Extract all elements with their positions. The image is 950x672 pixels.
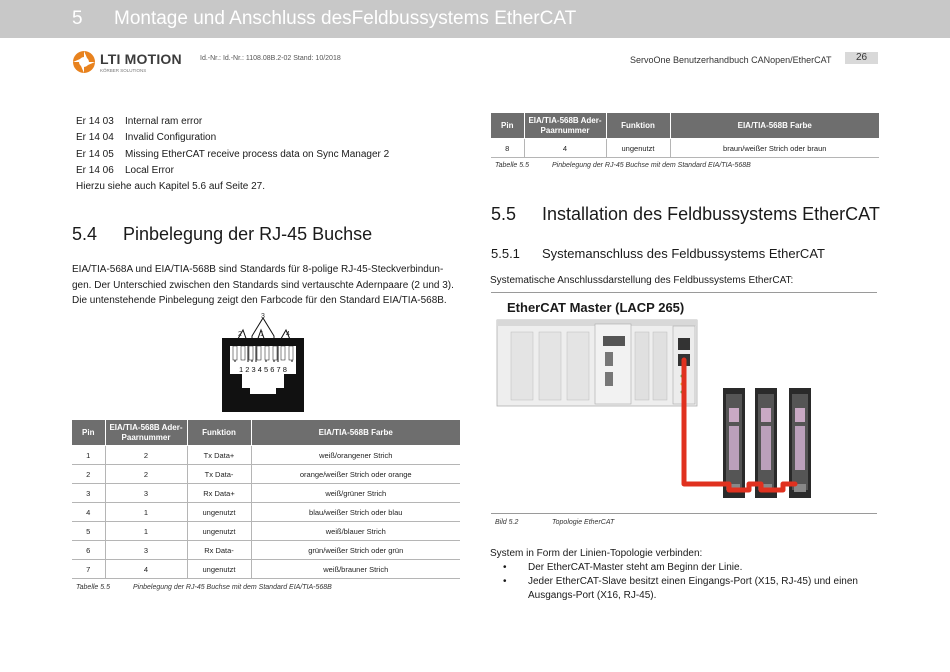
pin-table	[72, 419, 460, 579]
list-item: • Jeder EtherCAT-Slave besitzt einen Eingangs-Port (X15, RJ-45) und einen Ausgangs-Port (X16, RJ-45).	[490, 575, 880, 603]
table-header: Funktion	[187, 420, 251, 446]
table-cell: 7	[72, 560, 105, 579]
caption-label: Tabelle 5.5	[495, 162, 529, 169]
pair-label: 3	[261, 313, 265, 320]
pair-label: 2	[238, 331, 242, 338]
table-cell: weiß/blauer Strich	[251, 522, 460, 541]
table-row	[72, 446, 460, 465]
section-5-4-heading	[72, 224, 372, 245]
error-code: Er 14 05	[76, 148, 114, 160]
section-number: 5.5.1	[491, 246, 520, 261]
topology-intro: System in Form der Linien-Topologie verbinden:	[490, 548, 703, 559]
chapter-title: Montage und Anschluss desFeldbussystems EtherCAT	[114, 8, 577, 29]
error-text: Local Error	[125, 164, 174, 176]
table-cell: grün/weißer Strich oder grün	[251, 541, 460, 560]
table-cell: 3	[72, 484, 105, 503]
error-list	[76, 114, 389, 195]
figure-title: EtherCAT Master (LACP 265)	[507, 300, 685, 315]
logo-mark-icon	[72, 50, 96, 74]
table-cell: braun/weißer Strich oder braun	[670, 139, 879, 158]
figure-bottom-rule	[491, 513, 877, 514]
table-caption	[495, 162, 751, 169]
error-text: Invalid Configuration	[125, 132, 217, 144]
document-id: Id.-Nr.: Id.-Nr.: 1108.08B.2-02 Stand: 10/2018	[200, 55, 341, 62]
ethercat-master-device	[497, 320, 697, 406]
list-item: • Der EtherCAT-Master steht am Beginn der Linie.	[490, 561, 880, 575]
chapter-header-bar	[0, 0, 950, 38]
table-caption	[76, 584, 332, 591]
page-number: 26	[845, 52, 878, 64]
table-header: Funktion	[606, 113, 670, 139]
table-cell: 1	[105, 503, 187, 522]
table-cell: ungenutzt	[187, 522, 251, 541]
table-cell: Rx Data+	[187, 484, 251, 503]
caption-label: Tabelle 5.5	[76, 584, 110, 591]
table-cell: 8	[491, 139, 524, 158]
pair-label: 1	[260, 331, 264, 338]
topology-bullet-list	[490, 561, 880, 603]
table-cell: blau/weißer Strich oder blau	[251, 503, 460, 522]
error-row	[76, 114, 389, 130]
section-5-4-paragraph: EIA/TIA-568A und EIA/TIA-568B sind Standards für 8-polige RJ-45-Steckverbindun-gen. Der Unterschied zwischen den Standards sind vertauschte Adernpaare (2 und 3). Die untenstehende Pinbelegung zeigt den Farbcode für den Standard EIA/TIA-568B.	[72, 264, 454, 306]
company-logo	[72, 50, 192, 76]
table-cell: 1	[72, 446, 105, 465]
error-code: Er 14 03	[76, 116, 114, 127]
caption-text: Topologie EtherCAT	[552, 519, 615, 526]
figure-top-rule	[491, 292, 877, 293]
table-row	[491, 139, 879, 158]
rj45-connector-drawing	[218, 312, 308, 412]
table-cell: orange/weißer Strich oder orange	[251, 465, 460, 484]
table-cell: 2	[105, 465, 187, 484]
topology-description	[490, 547, 880, 603]
table-header: Pin	[72, 420, 105, 446]
table-header: Pin	[491, 113, 524, 139]
pin-numbers: 1 2 3 4 5 6 7 8	[239, 365, 287, 374]
table-cell: 2	[72, 465, 105, 484]
section-intro: Systematische Anschlussdarstellung des Feldbussystems EtherCAT:	[490, 275, 794, 286]
table-header: EIA/TIA-568B Ader-Paarnummer	[524, 113, 606, 139]
table-header-row	[491, 113, 879, 139]
error-code: Er 14 06	[76, 164, 114, 176]
error-row	[76, 130, 389, 146]
error-code: Er 14 04	[76, 132, 114, 144]
table-cell: Tx Data+	[187, 446, 251, 465]
table-cell: 6	[72, 541, 105, 560]
section-number: 5.4	[72, 224, 98, 244]
section-title: Pinbelegung der RJ-45 Buchse	[123, 224, 373, 244]
pair-label: 4	[286, 331, 290, 338]
error-row	[76, 147, 389, 163]
table-row	[72, 465, 460, 484]
table-cell: 4	[72, 503, 105, 522]
section-title: Installation des Feldbussystems EtherCAT	[542, 204, 880, 224]
table-header: EIA/TIA-568B Farbe	[670, 113, 879, 139]
caption-label: Bild 5.2	[495, 519, 519, 526]
manual-title: ServoOne Benutzerhandbuch CANopen/EtherCAT	[630, 55, 832, 65]
table-cell: ungenutzt	[606, 139, 670, 158]
pin-table-continued	[491, 112, 879, 158]
table-cell: 3	[105, 484, 187, 503]
table-cell: 3	[105, 541, 187, 560]
table-cell: 1	[105, 522, 187, 541]
table-header: EIA/TIA-568B Ader-Paarnummer	[105, 420, 187, 446]
table-cell: Rx Data-	[187, 541, 251, 560]
error-reference: Hierzu siehe auch Kapitel 5.6 auf Seite 27.	[76, 181, 266, 193]
table-cell: Tx Data-	[187, 465, 251, 484]
figure-caption	[495, 519, 614, 526]
table-cell: weiß/orangener Strich	[251, 446, 460, 465]
table-row	[72, 522, 460, 541]
logo-subtext: KÖRBER SOLUTIONS	[100, 68, 147, 73]
logo-text: LTI MOTION	[100, 51, 182, 67]
chapter-number: 5	[72, 8, 83, 29]
table-row	[72, 560, 460, 579]
table-cell: 4	[524, 139, 606, 158]
table-cell: ungenutzt	[187, 560, 251, 579]
table-cell: 4	[105, 560, 187, 579]
caption-text: Pinbelegung der RJ-45 Buchse mit dem Standard EIA/TIA-568B	[133, 584, 332, 591]
ethercat-topology-figure	[491, 296, 877, 508]
table-row	[72, 484, 460, 503]
table-row	[72, 541, 460, 560]
caption-text: Pinbelegung der RJ-45 Buchse mit dem Standard EIA/TIA-568B	[552, 162, 751, 169]
error-text: Internal ram error	[125, 116, 203, 127]
section-number: 5.5	[491, 204, 517, 224]
error-row	[76, 163, 389, 179]
section-title: Systemanschluss des Feldbussystems EtherCAT	[542, 246, 825, 261]
table-cell: weiß/grüner Strich	[251, 484, 460, 503]
section-5-5-heading	[491, 204, 880, 225]
error-text: Missing EtherCAT receive process data on Sync Manager 2	[125, 148, 390, 160]
table-cell: 5	[72, 522, 105, 541]
table-cell: 2	[105, 446, 187, 465]
table-header-row	[72, 420, 460, 446]
table-row	[72, 503, 460, 522]
section-5-5-1-heading	[491, 246, 825, 261]
table-header: EIA/TIA-568B Farbe	[251, 420, 460, 446]
table-cell: ungenutzt	[187, 503, 251, 522]
table-cell: weiß/brauner Strich	[251, 560, 460, 579]
